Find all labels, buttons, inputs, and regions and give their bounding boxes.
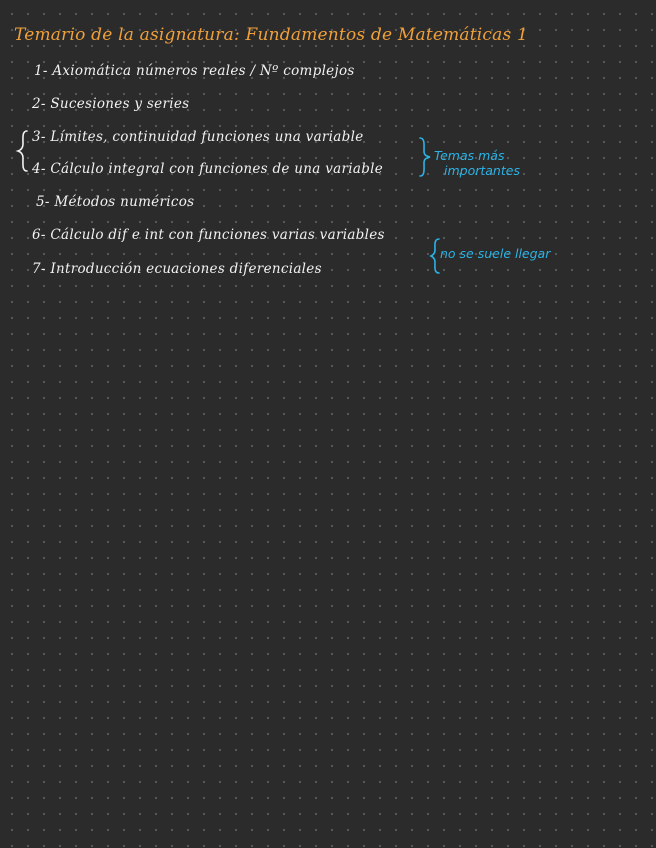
topic-item-4: 4- Cálculo integral con funciones de una variable bbox=[32, 161, 384, 177]
topic-item-1: 1- Axiomática números reales / Nº complejos bbox=[34, 63, 355, 79]
left-brace-icon bbox=[16, 128, 30, 174]
important-note-line-1: Temas más bbox=[434, 148, 505, 163]
not-reached-note: no se suele llegar bbox=[440, 246, 551, 261]
right-brace-important-icon bbox=[418, 136, 432, 178]
topic-item-6: 6- Cálculo dif e int con funciones varias variables bbox=[32, 227, 385, 243]
important-note-line-2: importantes bbox=[444, 163, 520, 178]
topic-item-2: 2- Sucesiones y series bbox=[32, 96, 190, 112]
topic-item-3: 3- Límites, continuidad funciones una variable bbox=[32, 129, 364, 145]
page-title: Temario de la asignatura: Fundamentos de Matemáticas 1 bbox=[14, 25, 529, 45]
topic-item-7: 7- Introducción ecuaciones diferenciales bbox=[32, 261, 322, 277]
topic-item-5: 5- Métodos numéricos bbox=[36, 194, 195, 210]
